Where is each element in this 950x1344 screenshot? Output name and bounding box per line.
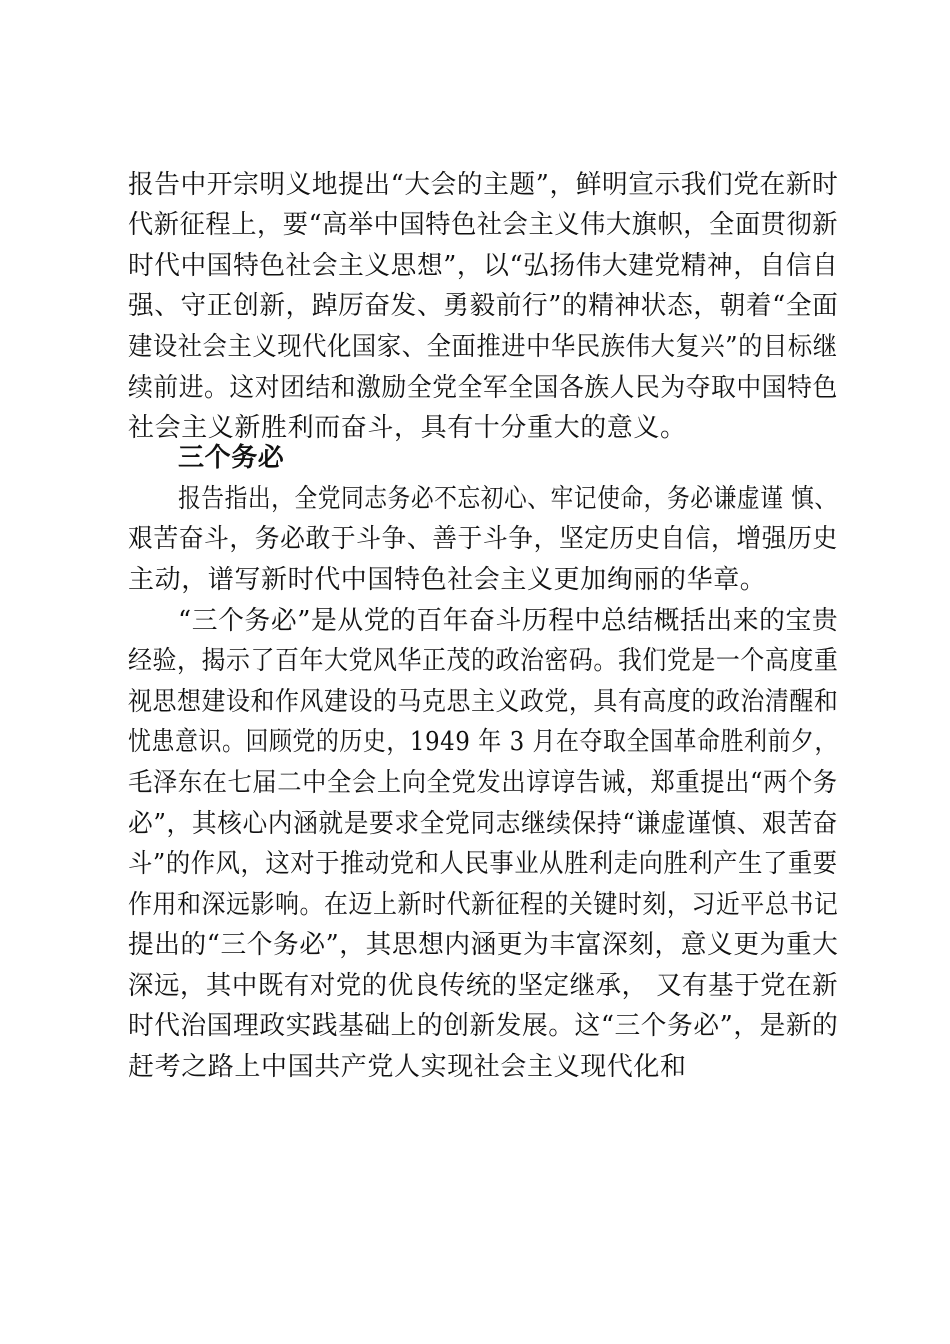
text-line: 艰苦奋斗，务必敢于斗争、善于斗争，坚定历史自信，增强历史 <box>128 524 838 554</box>
text-line: 社会主义新胜利而奋斗，具有十分重大的意义。 <box>128 413 687 443</box>
text-line: 续前进。这对团结和激励全党全军全国各族人民为夺取中国特色 <box>128 373 838 403</box>
text-line: 代新征程上，要“高举中国特色社会主义伟大旗帜，全面贯彻新 <box>128 210 839 240</box>
text-line: 毛泽东在七届二中全会上向全党发出谆谆告诫，郑重提出“两个务 <box>128 768 838 798</box>
text-line: 主动，谱写新时代中国特色社会主义更加绚丽的华章。 <box>128 565 767 595</box>
text-line: 经验，揭示了百年大党风华正茂的政治密码。我们党是一个高度重 <box>128 646 839 676</box>
text-line: 建设社会主义现代化国家、全面推进中华民族伟大复兴”的目标继 <box>128 332 838 362</box>
text-line: 必”，其核心内涵就是要求全党同志继续保持“谦虚谨慎、艰苦奋 <box>128 809 838 839</box>
section-heading: 三个务必 <box>178 443 285 473</box>
text-line: 报告指出，全党同志务必不忘初心、牢记使命，务必谦虚谨 慎、 <box>178 484 838 514</box>
text-line: 赶考之路上中国共产党人实现社会主义现代化和 <box>128 1052 687 1082</box>
text-line: 深远，其中既有对党的优良传统的坚定继承， 又有基于党在新 <box>128 971 839 1001</box>
text-line: 时代治国理政实践基础上的创新发展。这“三个务必”，是新的 <box>128 1011 839 1041</box>
text-line: 作用和深远影响。在迈上新时代新征程的关键时刻，习近平总书记 <box>128 890 839 920</box>
text-line: 斗”的作风，这对于推动党和人民事业从胜利走向胜利产生了重要 <box>128 849 838 879</box>
text-line: 时代中国特色社会主义思想”，以“弘扬伟大建党精神，自信自 <box>128 251 839 281</box>
text-line: “三个务必”是从党的百年奋斗历程中总结概括出来的宝贵 <box>178 606 839 636</box>
text-line: 忧患意识。回顾党的历史，1949 年 3 月在夺取全国革命胜利前夕， <box>128 727 838 757</box>
text-line: 提出的“三个务必”，其思想内涵更为丰富深刻，意义更为重大 <box>128 930 839 960</box>
text-line: 强、守正创新，踔厉奋发、勇毅前行”的精神状态，朝着“全面 <box>128 291 839 321</box>
text-line: 报告中开宗明义地提出“大会的主题”，鲜明宣示我们党在新时 <box>128 170 839 200</box>
text-line: 视思想建设和作风建设的马克思主义政党，具有高度的政治清醒和 <box>128 687 839 717</box>
